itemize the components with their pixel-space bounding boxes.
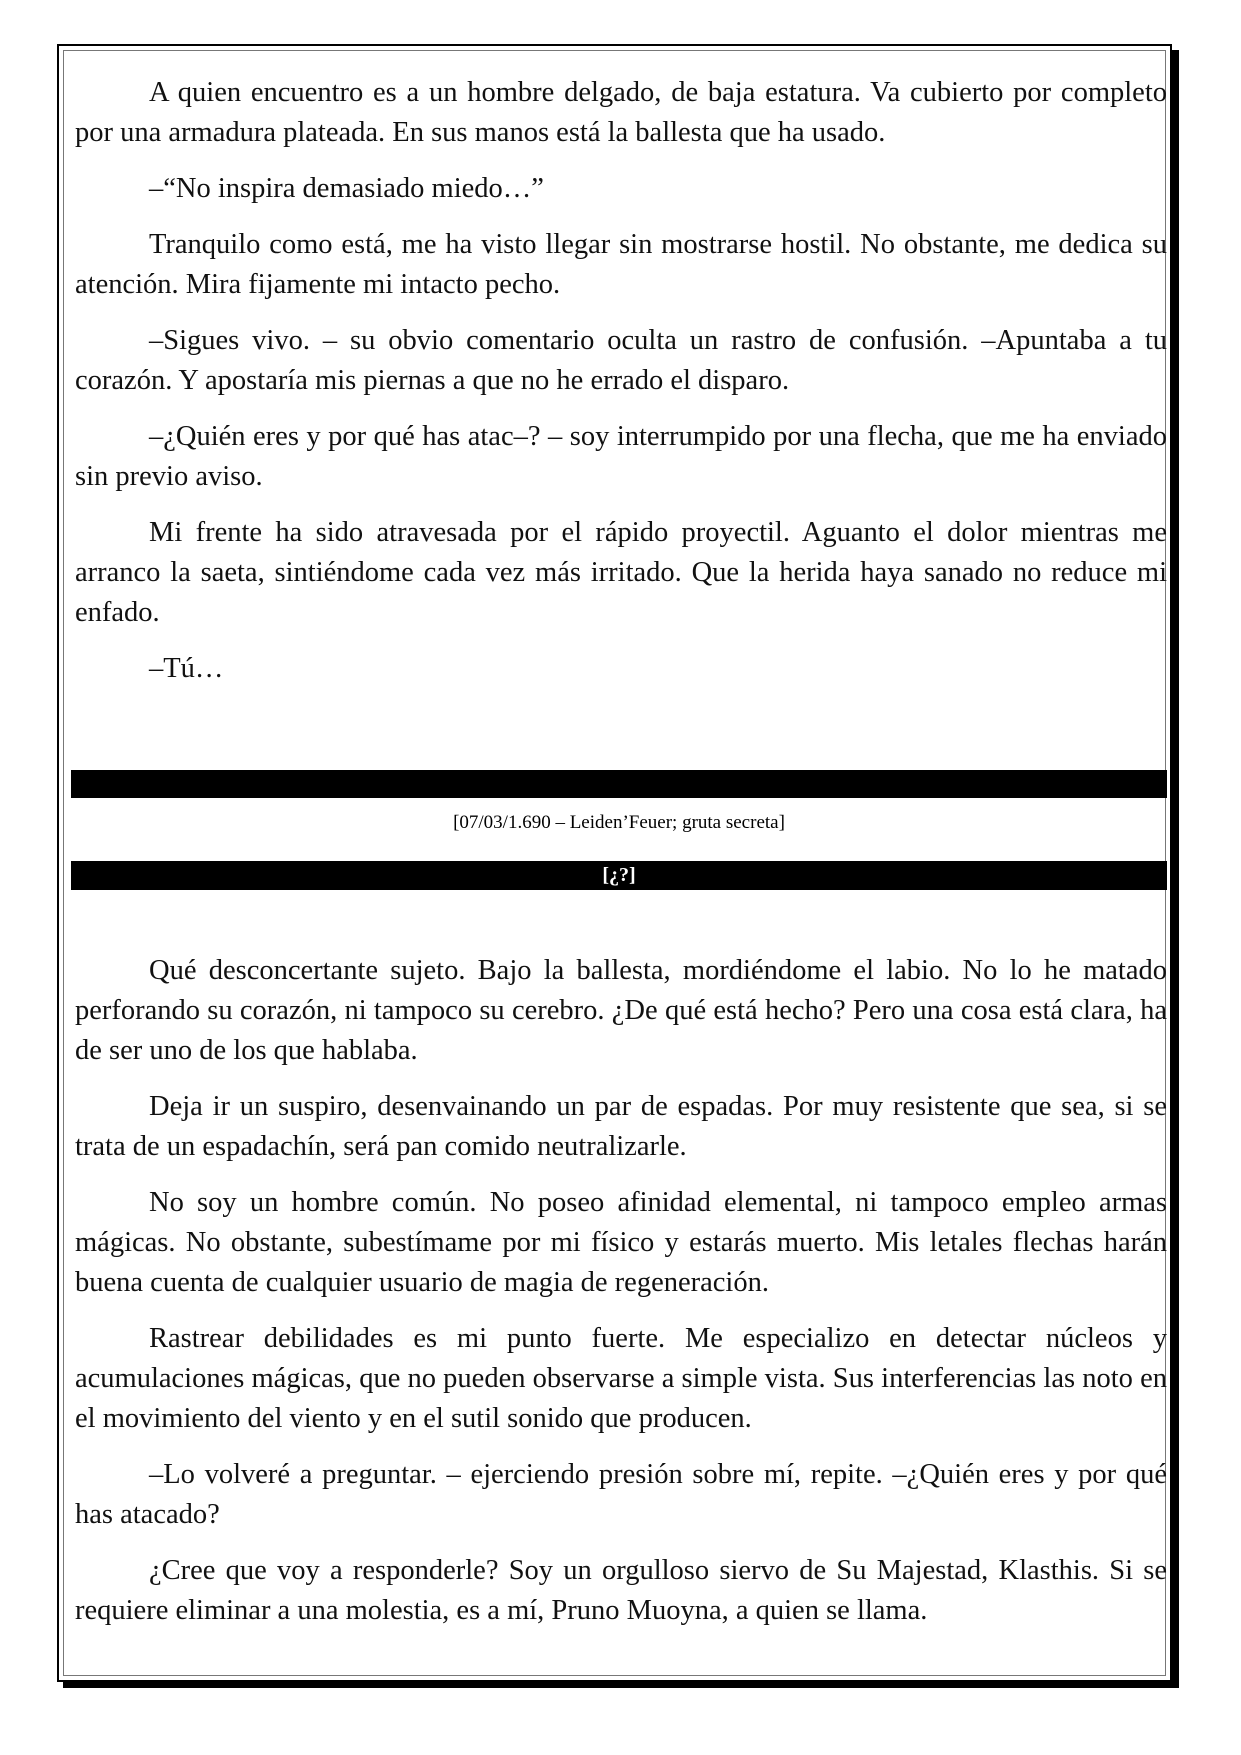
paragraph: Deja ir un suspiro, desenvainando un par de espadas. Por muy resistente que sea, si se trata de un espadachín, será pan comido neutralizarle. bbox=[75, 1091, 1167, 1162]
scene-location-line: [07/03/1.690 – Leiden’Feuer; gruta secreta] bbox=[453, 812, 785, 833]
paragraph: –¿Quién eres y por qué has atac–? – soy interrumpido por una flecha, que me ha enviado sin previo aviso. bbox=[75, 421, 1167, 492]
paragraph: No soy un hombre común. No poseo afinidad elemental, ni tampoco empleo armas mágicas. No obstante, subestímame por mi físico y estarás muerto. Mis letales flechas harán buena cuenta de cualquier usuario de magia de regeneración. bbox=[75, 1187, 1167, 1298]
page-shadow-bottom bbox=[63, 1682, 1179, 1688]
paragraph: –Sigues vivo. – su obvio comentario oculta un rastro de confusión. –Apuntaba a tu corazón. Y apostaría mis piernas a que no he errado el disparo. bbox=[75, 325, 1167, 396]
paragraph: –Lo volveré a preguntar. – ejerciendo presión sobre mí, repite. –¿Quién eres y por qué has atacado? bbox=[75, 1459, 1167, 1530]
paragraph: –“No inspira demasiado miedo…” bbox=[149, 173, 544, 204]
section-one-text bbox=[75, 73, 1167, 705]
narrator-tag-bar: [¿?] bbox=[71, 861, 1167, 890]
paragraph: Mi frente ha sido atravesada por el rápido proyectil. Aguanto el dolor mientras me arranco la saeta, sintiéndome cada vez más irritado. Que la herida haya sanado no reduce mi enfado. bbox=[75, 517, 1167, 628]
paragraph: ¿Cree que voy a responderle? Soy un orgulloso siervo de Su Majestad, Klasthis. Si se requiere eliminar a una molestia, es a mí, Pruno Muoyna, a quien se llama. bbox=[75, 1555, 1167, 1626]
paragraph: Rastrear debilidades es mi punto fuerte. Me especializo en detectar núcleos y acumulaciones mágicas, que no pueden observarse a simple vista. Sus interferencias las noto en el movimiento del viento y en el sutil sonido que producen. bbox=[75, 1323, 1167, 1434]
section-two-text bbox=[75, 951, 1167, 1647]
paragraph: Tranquilo como está, me ha visto llegar sin mostrarse hostil. No obstante, me dedica su atención. Mira fijamente mi intacto pecho. bbox=[75, 229, 1167, 300]
paragraph: –Tú… bbox=[149, 653, 224, 684]
paragraph: A quien encuentro es a un hombre delgado, de baja estatura. Va cubierto por completo por una armadura plateada. En sus manos está la ballesta que ha usado. bbox=[75, 77, 1167, 148]
page-shadow-right bbox=[1172, 50, 1179, 1688]
scene-break-bar-top bbox=[71, 770, 1167, 798]
paragraph: Qué desconcertante sujeto. Bajo la ballesta, mordiéndome el labio. No lo he matado perforando su corazón, ni tampoco su cerebro. ¿De qué está hecho? Pero una cosa está clara, ha de ser uno de los que hablaba. bbox=[75, 955, 1167, 1066]
